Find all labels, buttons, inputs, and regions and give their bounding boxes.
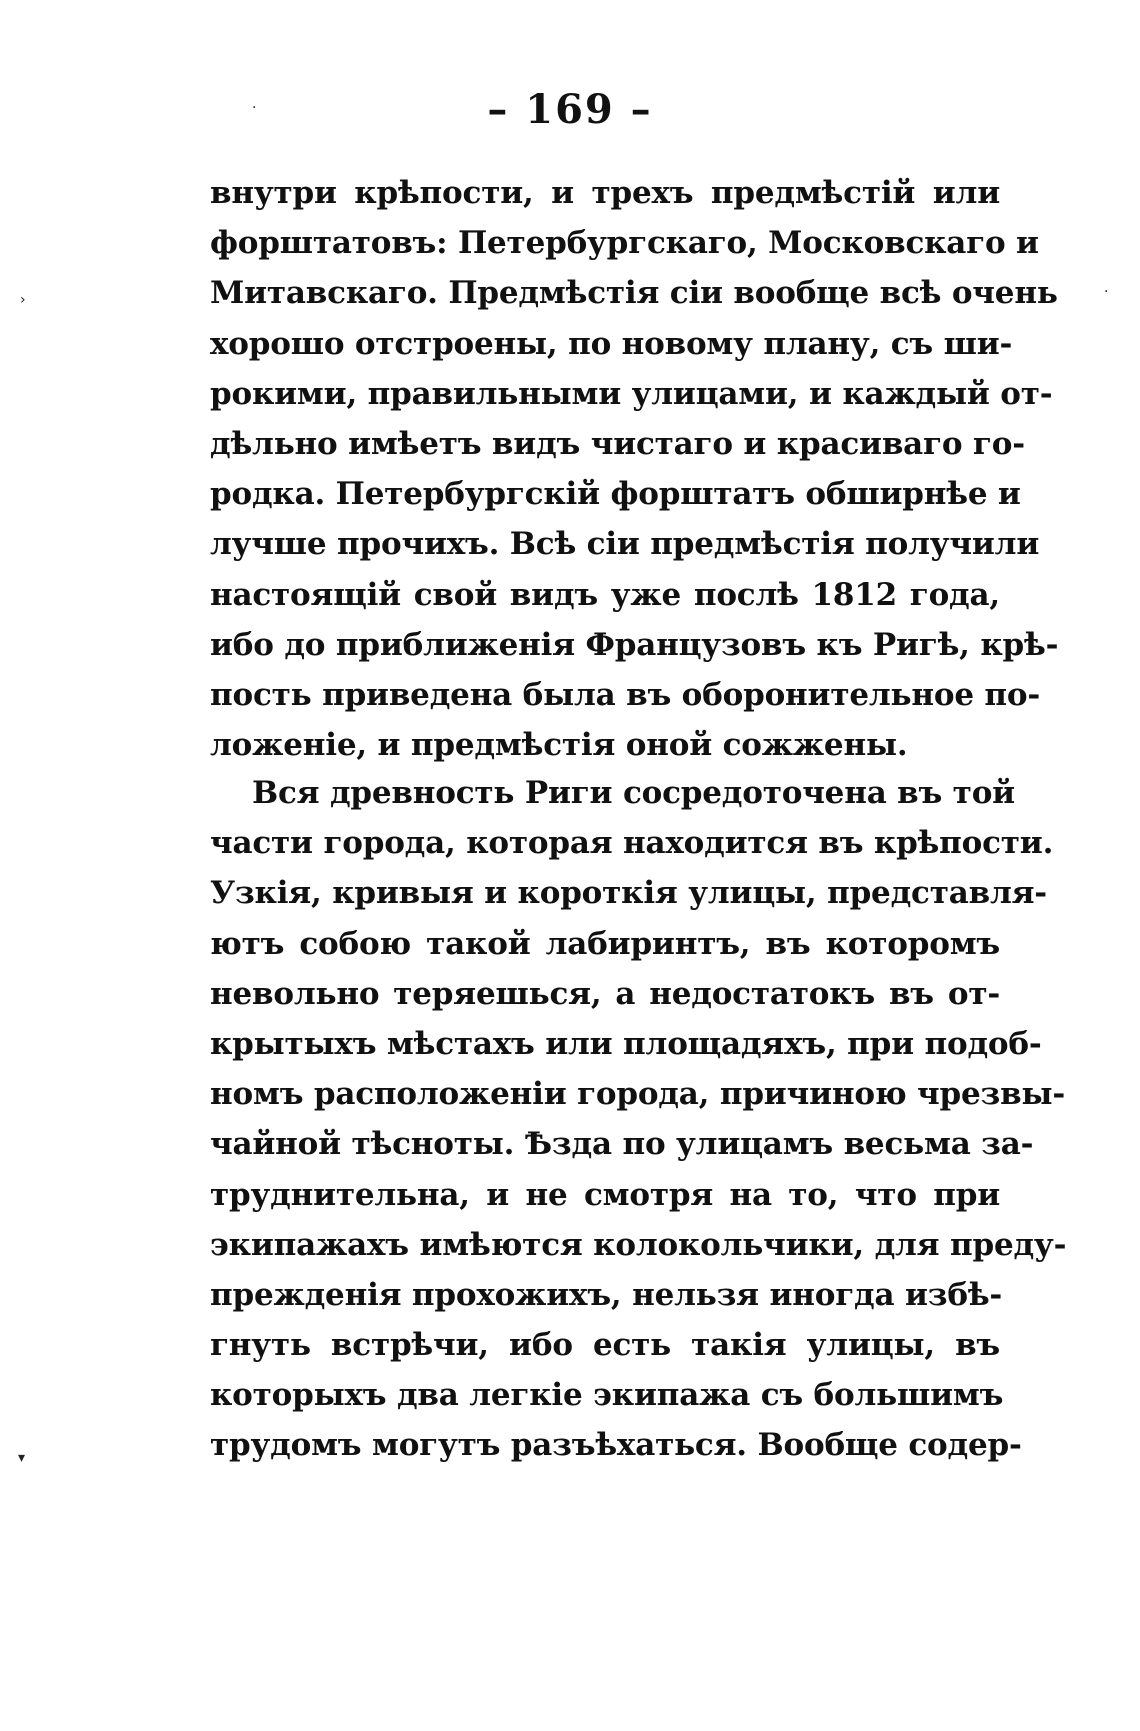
text-line: части города, которая находится въ крѣпости. [210, 825, 1054, 862]
text-line: экипажахъ имѣются колокольчики, для преду- [210, 1226, 1067, 1263]
text-line: трудомъ могутъ разъѣхаться. Вообще содер- [210, 1427, 1022, 1464]
text-line: труднительна, и не смотря на то, что при [210, 1176, 1000, 1213]
text-line: Узкія, кривыя и короткія улицы, представля- [210, 875, 1047, 912]
text-line: пость приведена была въ оборонительное по- [210, 676, 1041, 713]
text-line: ложеніе, и предмѣстія оной сожжены. [210, 727, 908, 764]
text-line: крытыхъ мѣстахъ или площадяхъ, при подоб- [210, 1025, 1042, 1062]
text-line: номъ расположеніи города, причиною чрезвы- [210, 1076, 1065, 1113]
page-number: – 169 – [487, 86, 653, 133]
text-line: чайной тѣсноты. Ѣзда по улицамъ весьма за- [210, 1126, 1034, 1163]
paragraph-1 [210, 168, 1059, 770]
text-line: ютъ собою такой лабиринтъ, въ которомъ [210, 925, 1000, 962]
scan-speck: ▾ [18, 1450, 26, 1466]
text-line: внутри крѣпости, и трехъ предмѣстій или [210, 175, 1000, 211]
text-line: лучше прочихъ. Всѣ сіи предмѣстія получили [210, 526, 1040, 563]
text-line: ибо до приближенія Французовъ къ Ригѣ, крѣ- [210, 626, 1059, 663]
text-line: гнуть встрѣчи, ибо есть такія улицы, въ [210, 1327, 1000, 1364]
scan-speck: · [1104, 284, 1109, 300]
text-line: форштатовъ: Петербургскаго, Московскаго и [210, 225, 1039, 262]
text-line: Вся древность Риги сосредоточена въ той [252, 775, 1015, 811]
text-line: невольно теряешься, а недостатокъ въ от- [210, 975, 1000, 1012]
paragraph-2 [210, 768, 1067, 1471]
text-line: настоящій свой видъ уже послѣ 1812 года, [210, 576, 1000, 613]
scan-speck: · [252, 100, 257, 116]
text-line: которыхъ два легкіе экипажа съ большимъ [210, 1377, 1004, 1414]
text-line: рокими, правильными улицами, и каждый от- [210, 375, 1053, 412]
text-line: дѣльно имѣетъ видъ чистаго и красиваго го- [210, 425, 1025, 462]
scan-speck: › [20, 292, 26, 308]
text-line: родка. Петербургскій форштатъ обширнѣе и [210, 476, 1021, 513]
text-line: прежденія прохожихъ, нельзя иногда избѣ- [210, 1276, 1003, 1313]
text-line: хорошо отстроены, по новому плану, съ ши- [210, 325, 1013, 362]
text-line: Митавскаго. Предмѣстія сіи вообще всѣ очень [210, 275, 1058, 312]
